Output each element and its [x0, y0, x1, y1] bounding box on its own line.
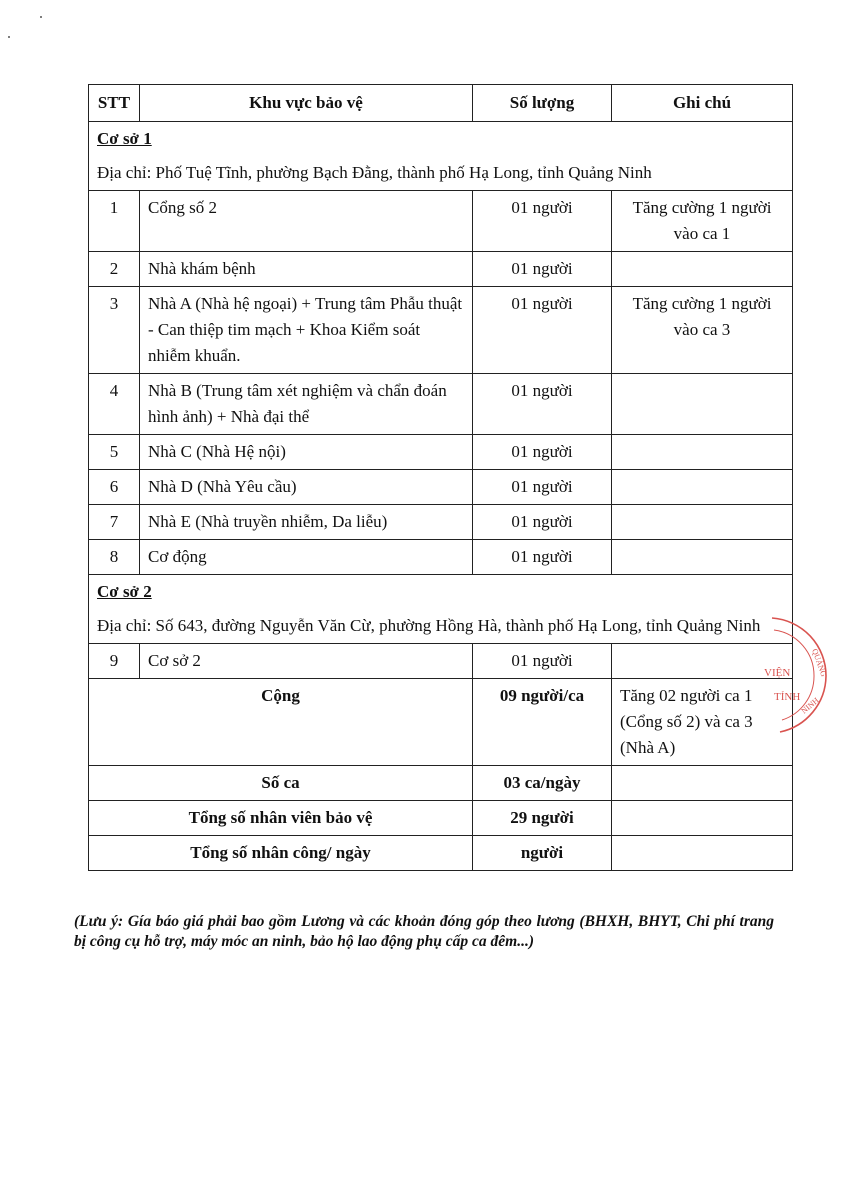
table-row: [89, 374, 793, 435]
guard-allocation-table: [88, 84, 793, 871]
row-stt: 6: [89, 470, 140, 505]
row-area: Cơ sở 2: [140, 644, 473, 679]
site2-section-row: [89, 575, 793, 644]
row-note: [612, 435, 793, 470]
table-row: [89, 540, 793, 575]
total-guards-note: [612, 801, 793, 836]
row-area: Nhà B (Trung tâm xét nghiệm và chẩn đoán hình ảnh) + Nhà đại thể: [140, 374, 473, 435]
row-stt: 1: [89, 191, 140, 252]
row-quantity: 01 người: [473, 644, 612, 679]
header-area: Khu vực bảo vệ: [140, 85, 473, 122]
row-stt: 5: [89, 435, 140, 470]
scan-speck: [8, 36, 10, 38]
row-area: Nhà khám bệnh: [140, 252, 473, 287]
total-label: Cộng: [89, 679, 473, 766]
row-stt: 9: [89, 644, 140, 679]
row-quantity: 01 người: [473, 287, 612, 374]
row-quantity: 01 người: [473, 191, 612, 252]
site2-address: Địa chỉ: Số 643, đường Nguyễn Văn Cừ, phường Hồng Hà, thành phố Hạ Long, tỉnh Quảng Ninh: [97, 616, 761, 635]
red-seal-stamp-icon: [752, 610, 836, 738]
row-stt: 2: [89, 252, 140, 287]
svg-text:NINH: NINH: [799, 695, 821, 716]
header-quantity: Số lượng: [473, 85, 612, 122]
row-stt: 7: [89, 505, 140, 540]
site2-title: Cơ sở 2: [97, 582, 152, 601]
row-note: Tăng cường 1 người vào ca 1: [612, 191, 793, 252]
row-stt: 8: [89, 540, 140, 575]
row-area: Nhà C (Nhà Hệ nội): [140, 435, 473, 470]
row-quantity: 01 người: [473, 540, 612, 575]
svg-text:VIỆN: VIỆN: [764, 667, 791, 679]
shifts-value: 03 ca/ngày: [473, 766, 612, 801]
svg-text:QUẢNG: QUẢNG: [810, 647, 829, 678]
table-row: [89, 505, 793, 540]
row-stt: 3: [89, 287, 140, 374]
row-note: [612, 374, 793, 435]
row-quantity: 01 người: [473, 470, 612, 505]
table-row: [89, 435, 793, 470]
shifts-label: Số ca: [89, 766, 473, 801]
row-note: Tăng cường 1 người vào ca 3: [612, 287, 793, 374]
table-header-row: [89, 85, 793, 122]
svg-text:TỈNH: TỈNH: [774, 691, 801, 703]
header-stt: STT: [89, 85, 140, 122]
row-area: Nhà D (Nhà Yêu cầu): [140, 470, 473, 505]
row-quantity: 01 người: [473, 435, 612, 470]
row-stt: 4: [89, 374, 140, 435]
row-quantity: 01 người: [473, 252, 612, 287]
header-note: Ghi chú: [612, 85, 793, 122]
footnote: (Lưu ý: Gía báo giá phải bao gồm Lương và các khoản đóng góp theo lương (BHXH, BHYT, Chi phí trang bị công cụ hỗ trợ, máy móc an ninh, bảo hộ lao động phụ cấp ca đêm...): [74, 913, 774, 950]
total-row: [89, 679, 793, 766]
daily-workers-value: người: [473, 836, 612, 871]
scan-speck: [40, 16, 42, 18]
total-row: [89, 801, 793, 836]
shifts-note: [612, 766, 793, 801]
row-quantity: 01 người: [473, 374, 612, 435]
row-note: [612, 505, 793, 540]
row-area: Nhà E (Nhà truyền nhiễm, Da liễu): [140, 505, 473, 540]
total-guards-value: 29 người: [473, 801, 612, 836]
site1-address: Địa chỉ: Phố Tuệ Tĩnh, phường Bạch Đằng, thành phố Hạ Long, tỉnh Quảng Ninh: [97, 163, 652, 182]
table-row: [89, 191, 793, 252]
total-value: 09 người/ca: [473, 679, 612, 766]
row-quantity: 01 người: [473, 505, 612, 540]
table-row: [89, 287, 793, 374]
daily-workers-note: [612, 836, 793, 871]
table-row: [89, 470, 793, 505]
row-area: Cổng số 2: [140, 191, 473, 252]
site1-title: Cơ sở 1: [97, 129, 152, 148]
total-row: [89, 836, 793, 871]
total-guards-label: Tổng số nhân viên bảo vệ: [89, 801, 473, 836]
row-note: [612, 470, 793, 505]
row-note: [612, 252, 793, 287]
row-note: [612, 540, 793, 575]
row-area: Nhà A (Nhà hệ ngoại) + Trung tâm Phẫu thuật - Can thiệp tim mạch + Khoa Kiểm soát nhiễm khuẩn.: [140, 287, 473, 374]
total-row: [89, 766, 793, 801]
row-area: Cơ động: [140, 540, 473, 575]
daily-workers-label: Tổng số nhân công/ ngày: [89, 836, 473, 871]
table-row: [89, 252, 793, 287]
total-note: Tăng 02 người ca 1 (Cổng số 2) và ca 3 (Nhà A): [612, 679, 793, 766]
site1-section-row: [89, 122, 793, 191]
table-row: [89, 644, 793, 679]
